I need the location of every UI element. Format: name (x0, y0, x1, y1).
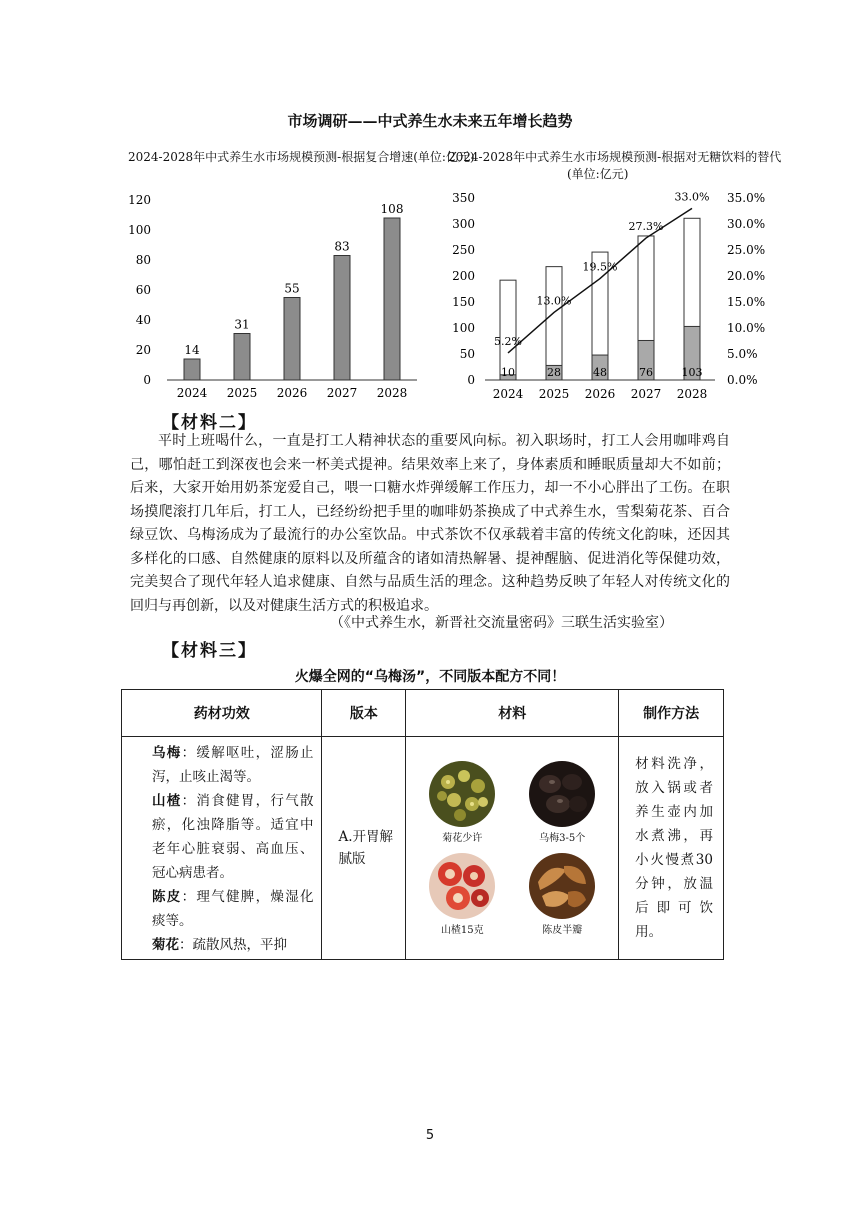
bar-label: 10 (501, 366, 515, 379)
y-tick-label: 100 (128, 223, 151, 237)
y-tick-label: 60 (135, 283, 151, 297)
header-materials: 材料 (406, 690, 619, 737)
x-tick-label: 2025 (538, 387, 570, 401)
material-item (420, 760, 504, 844)
y-tick-label: 20 (135, 343, 151, 357)
effects-cell (122, 737, 322, 960)
y-tick-label: 120 (128, 193, 151, 207)
effect-item (152, 885, 313, 933)
x-tick-label: 2028 (376, 386, 408, 400)
materials-cell (406, 737, 619, 960)
material-label: 菊花少许 (442, 833, 483, 844)
bar (334, 256, 350, 381)
material2-text: 平时上班喝什么，一直是打工人精神状态的重要风向标。初入职场时，打工人会用咖啡鸡自己，哪怕赶工到深夜也会来一杯美式提神。结果效率上来了，身体素质和睡眠质量却大不如前；后来，大家开始用奶茶宠爱自己，喂一口糖水炸弹缓解工作压力，却一不小心胖出了工伤。在职场摸爬滚打几年后，打工人，已经纷纷把手里的咖啡奶茶换成了中式养生水，雪梨菊花茶、百合绿豆饮、乌梅汤成为了最流行的办公室饮品。中式茶饮不仅承载着丰富的传统文化韵味，还因其多样化的口感、自然健康的原料以及所蕴含的诸如清热解暑、提神醒脑、促进消化等保健功效，完美契合了现代年轻人追求健康、自然与品质生活的理念。这种趋势反映了年轻人对传统文化的回归与再创新，以及对健康生活方式的积极追求。 (130, 433, 730, 614)
effect-item (152, 741, 313, 789)
version-cell: A.开胃解腻版 (322, 737, 406, 960)
bar-label: 28 (547, 366, 561, 379)
data-label: 83 (334, 239, 350, 254)
bar (384, 218, 400, 380)
bar (284, 298, 300, 381)
herb-effect: ：消食健胃，行气散瘀，化浊降脂等。适宜中老年心脏衰弱、高血压、冠心病患者。 (152, 793, 314, 881)
x-tick-label: 2025 (226, 386, 258, 400)
material-item (520, 760, 604, 844)
herb-effect: ：缓解呕吐，涩肠止泻，止咳止渴等。 (152, 745, 314, 785)
line-label: 27.3% (628, 220, 664, 234)
material3-heading: 【材料三】 (162, 641, 257, 661)
chart2-title: 2024-2028年中式养生水市场规模预测-根据对无糖饮料的替代 (448, 150, 782, 164)
y2-tick-label: 10.0% (727, 321, 766, 335)
method-cell: 材料洗净，放入锅或者养生壶内加水煮沸，再小火慢煮30分钟，放温后即可饮用。 (619, 737, 724, 960)
y2-tick-label: 30.0% (727, 217, 766, 231)
header-version: 版本 (322, 690, 406, 737)
herb-effect: ：理气健脾，燥湿化痰等。 (152, 889, 314, 929)
header-method: 制作方法 (619, 690, 724, 737)
line-label: 13.0% (536, 294, 572, 308)
x-tick-label: 2024 (492, 387, 524, 401)
herb-name: 陈皮 (152, 889, 182, 905)
y-tick-label: 200 (452, 269, 475, 283)
chart2-bar-line-chart (440, 180, 770, 405)
x-tick-label: 2026 (584, 387, 616, 401)
x-tick-label: 2027 (630, 387, 662, 401)
x-tick-label: 2028 (676, 387, 708, 401)
table-header-row (122, 690, 724, 737)
herb-name: 乌梅 (152, 745, 182, 761)
y-tick-label: 150 (452, 295, 475, 309)
table-row (122, 737, 724, 960)
y2-tick-label: 0.0% (727, 373, 758, 387)
chart1-title: 2024-2028年中式养生水市场规模预测-根据复合增速(单位:亿元) (128, 150, 475, 164)
y-tick-label: 350 (452, 191, 475, 205)
x-tick-label: 2026 (276, 386, 308, 400)
total-bar (546, 267, 562, 380)
material-label: 山楂15克 (440, 925, 484, 936)
line-label: 5.2% (494, 334, 522, 348)
page-title: 市场调研——中式养生水未来五年增长趋势 (287, 112, 573, 130)
line-label: 33.0% (674, 190, 710, 204)
tangerine-peel-icon (528, 852, 596, 920)
bar (234, 334, 250, 381)
recipe-table (121, 689, 724, 960)
y2-tick-label: 35.0% (727, 191, 766, 205)
materials-grid (406, 750, 618, 946)
material-item (420, 852, 504, 936)
chart2-subtitle: (单位:亿元) (567, 167, 629, 181)
y2-tick-label: 25.0% (727, 243, 766, 257)
y-tick-label: 0 (467, 373, 475, 387)
y-tick-label: 80 (135, 253, 151, 267)
material-label: 乌梅3-5个 (539, 833, 586, 844)
y-tick-label: 300 (452, 217, 475, 231)
chrysanthemum-icon (428, 760, 496, 828)
y-tick-label: 100 (452, 321, 475, 335)
y-tick-label: 40 (135, 313, 151, 327)
y2-tick-label: 5.0% (727, 347, 758, 361)
effect-item (152, 789, 313, 885)
effect-item (152, 933, 313, 957)
dark-plum-icon (528, 760, 596, 828)
y-tick-label: 250 (452, 243, 475, 257)
header-effects: 药材功效 (122, 690, 322, 737)
data-label: 108 (380, 202, 404, 216)
x-tick-label: 2024 (176, 386, 208, 400)
data-label: 55 (284, 281, 300, 296)
y-tick-label: 0 (143, 373, 151, 387)
line-label: 19.5% (582, 260, 618, 274)
chart1-bar-chart (125, 180, 425, 405)
material-item (520, 852, 604, 936)
table-title: 火爆全网的“乌梅汤”，不同版本配方不同！ (294, 669, 566, 685)
bar-label: 48 (593, 366, 607, 379)
herb-name: 山楂 (152, 793, 182, 809)
material2-heading: 【材料二】 (162, 413, 257, 433)
bar (184, 359, 200, 380)
herb-effect: ：疏散风热，平抑 (179, 937, 287, 953)
herb-name: 菊花 (152, 937, 179, 953)
hawthorn-slice-icon (428, 852, 496, 920)
material2-paragraph (130, 430, 730, 618)
y-tick-label: 50 (459, 347, 475, 361)
page-number: 5 (425, 1128, 435, 1143)
y2-tick-label: 20.0% (727, 269, 766, 283)
data-label: 31 (234, 317, 250, 332)
bar-label: 76 (639, 366, 653, 379)
x-tick-label: 2027 (326, 386, 358, 400)
bar-label: 103 (681, 366, 703, 379)
data-label: 14 (184, 343, 200, 357)
material-label: 陈皮半瓣 (542, 925, 583, 936)
y2-tick-label: 15.0% (727, 295, 766, 309)
material2-source: （《中式养生水，新晋社交流量密码》三联生活实验室） (330, 615, 673, 631)
